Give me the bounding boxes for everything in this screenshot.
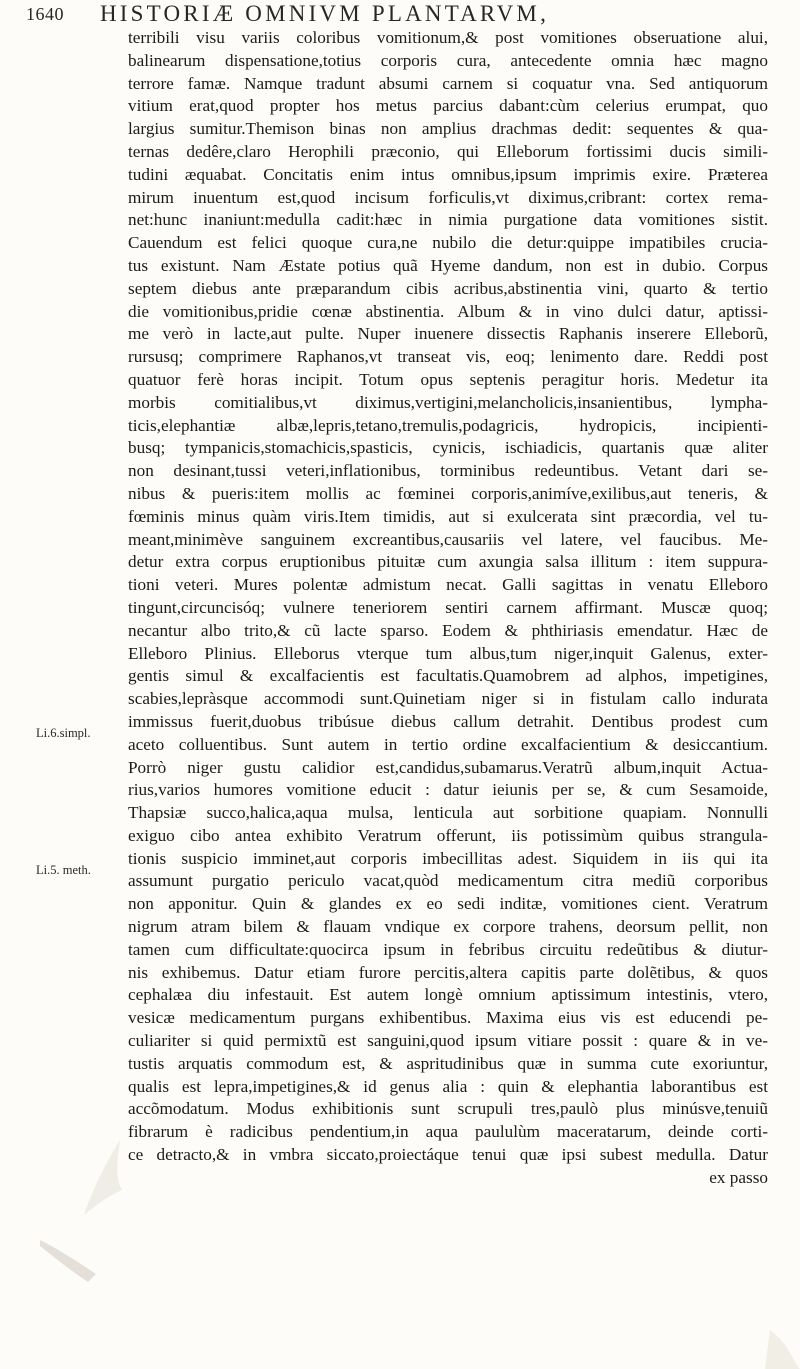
- text-line: nigrum atram bilem & flauam vndique ex corpore trahens, deorsum pellit, non: [128, 917, 768, 937]
- text-line: nibus & pueris:item mollis ac fœminei corporis,animíve,exilibus,aut teneris, &: [128, 483, 768, 503]
- page-header: [0, 0, 800, 26]
- text-line: tingunt,circuncisóq; vulnere teneriorem sentiri carnem affirmant. Muscæ quoq;: [128, 597, 768, 617]
- text-line: fœminis minus quàm viris.Item timidis, aut si exulcerata sint præcordia, vel tu-: [128, 506, 768, 526]
- text-line: fibrarum è radicibus pendentium,in aqua paululùm maceratarum, deinde corti-: [128, 1122, 768, 1142]
- text-line: terribili visu variis coloribus vomitionum,& post vomitiones obseruatione alui,: [128, 28, 768, 47]
- text-line: ternas dedêre,claro Herophili præconio, qui Elleborum fortissimi ducis simili-: [128, 141, 768, 161]
- text-line: Cauendum est felici quoque cura,ne nubilo die detur:quippe impatibiles crucia-: [128, 233, 768, 253]
- margin-note-meth: Li.5. meth.: [36, 863, 91, 877]
- text-line: Elleboro Plinius. Elleborus vterque tum albus,tum niger,inquit Galenus, exter-: [128, 643, 768, 663]
- text-line: assumunt purgatio periculo vacat,quòd medicamentum citra mediũ corporibus: [128, 871, 768, 891]
- text-line: tustis arquatis commodum est, & aspritudinibus quæ in summa cute exoriuntur,: [128, 1053, 768, 1073]
- text-line: busq; tympanicis,stomachicis,spasticis, cynicis, ischiadicis, quartanis quæ aliter: [128, 438, 768, 458]
- text-line: ce detracto,& in vmbra siccato,proiectáque tenui quæ ipsi subest medulla. Datur: [128, 1145, 768, 1165]
- text-line: accõmodatum. Modus exhibitionis sunt scrupuli tres,paulò plus minúsve,tenuiũ: [128, 1099, 768, 1119]
- text-line: ex passo: [709, 1167, 768, 1187]
- text-line: net:hunc inaniunt:medulla cadit:hæc in nimia purgatione data vomitiones sistit.: [128, 210, 768, 230]
- text-line: morbis comitialibus,vt diximus,vertigini,melancholicis,insanientibus, lympha-: [128, 392, 768, 412]
- text-line: tus existunt. Nam Æstate potius quã Hyeme dandum, non est in dubio. Corpus: [128, 255, 768, 275]
- text-line: rursusq; comprimere Raphanos,vt transeat vis, eoq; lenimento dare. Reddi post: [128, 347, 768, 367]
- text-line: me verò in lacte,aut pulte. Nuper inuenere dissectis Raphanis inserere Elleborũ,: [128, 324, 768, 344]
- text-line: aceto colluentibus. Sunt autem in tertio ordine excalfacientium & desiccantium.: [128, 734, 768, 754]
- text-line: mirum inuentum est,quod incisum forficulis,vt diximus,cribrant: cortex rema-: [128, 187, 768, 207]
- text-line: detur extra corpus eruptionibus pituitæ cum axungia salsa illitum : item suppura-: [128, 552, 768, 572]
- text-line: exiguo cibo antea exhibito Veratrum offerunt, iis potissimùm quibus strangula-: [128, 825, 768, 845]
- text-line: nis exhibemus. Datur etiam furore percitis,altera capitis parte dolẽtibus, & quos: [128, 962, 768, 982]
- text-line: Thapsiæ succo,halica,aqua mulsa, lenticula aut sorbitione quapiam. Nonnulli: [128, 803, 768, 823]
- text-line: vitium erat,quod propter hos metus parcius dabant:cùm celerius erumpat, quo: [128, 96, 768, 116]
- text-line: cephalæa diu infestauit. Est autem longè omnium aptissimum intestinis, vtero,: [128, 985, 768, 1005]
- text-line: Porrò niger gustu calidior est,candidus,subamarus.Veratrũ album,inquit Actua-: [128, 757, 768, 777]
- text-line: largius sumitur.Themison binas non amplius drachmas dedit: sequentes & qua-: [128, 119, 768, 139]
- page-number: 1640: [26, 4, 64, 24]
- text-line: meant,minimève sanguinem excreantibus,causariis vel latere, vel faucibus. Me-: [128, 529, 768, 549]
- text-line: tamen cum difficultate:quocirca ipsum in febribus circuitu redeũtibus & diutur-: [128, 939, 768, 959]
- text-line: immissus fuerit,duobus tribúsue diebus callum detrahit. Dentibus prodest cum: [128, 711, 768, 731]
- text-line: tioni veteri. Mures polentæ admistum necat. Galli sagittas in venatu Elleboro: [128, 575, 768, 595]
- text-line: tudini æquabat. Concitatis enim intus omnibus,ipsum imprimis exire. Præterea: [128, 164, 768, 184]
- text-line: quatuor ferè horas incipit. Totum opus septenis peragitur horis. Medetur ita: [128, 369, 768, 389]
- text-line: tionis suspicio imminet,aut corporis imbecillitas adest. Siquidem in iis qui ita: [128, 848, 768, 868]
- text-line: gentis simul & excalfacientis est facultatis.Quamobrem ad alphos, impetigines,: [128, 666, 768, 686]
- text-line: die vomitionibus,pridie cœnæ abstinentia. Album & in vino dulci datur, aptissi-: [128, 301, 768, 321]
- text-line: septem diebus ante præparandum cibis acribus,abstinentia vini, quarto & tertio: [128, 278, 768, 298]
- text-line: non apponitur. Quin & glandes ex eo sedi inditæ, vomitiones cient. Veratrum: [128, 894, 768, 914]
- body-text: [128, 27, 768, 1190]
- text-line: vesicæ medicamentum purgans exhibentibus. Maxima eius vis est educendi pe-: [128, 1008, 768, 1028]
- text-line: terrore famæ. Namque tradunt absumi carnem si coquatur vna. Sed antiquorum: [128, 73, 768, 93]
- text-line: rius,varios humores vomitione educit : datur ieiunis per se, & cum Sesamoide,: [128, 780, 768, 800]
- text-line: ticis,elephantiæ albæ,lepris,tetano,tremulis,podagricis, hydropicis, incipienti-: [128, 415, 768, 435]
- text-line: necantur albo trito,& cũ lacte sparso. Eodem & phthiriasis emendatur. Hæc de: [128, 620, 768, 640]
- text-line: qualis est lepra,impetigines,& id genus alia : quin & elephantia laborantibus est: [128, 1076, 768, 1096]
- text-line: balinearum dispensatione,totius corporis cura, antecedente omnia hæc magno: [128, 50, 768, 70]
- text-line: culiariter si quid permixtũ est sanguini,quod ipsum vitiare possit : quare & in ve-: [128, 1031, 768, 1051]
- margin-note-simpl: Li.6.simpl.: [36, 726, 91, 740]
- text-line: non desinant,tussi veteri,inflationibus, torminibus redeuntibus. Vetant dari se-: [128, 461, 768, 481]
- running-title: HISTORIÆ OMNIVM PLANTARVM,: [100, 1, 550, 26]
- text-line: scabies,lepràsque accommodi sunt.Quinetiam niger si in fistulam callo indurata: [128, 689, 768, 709]
